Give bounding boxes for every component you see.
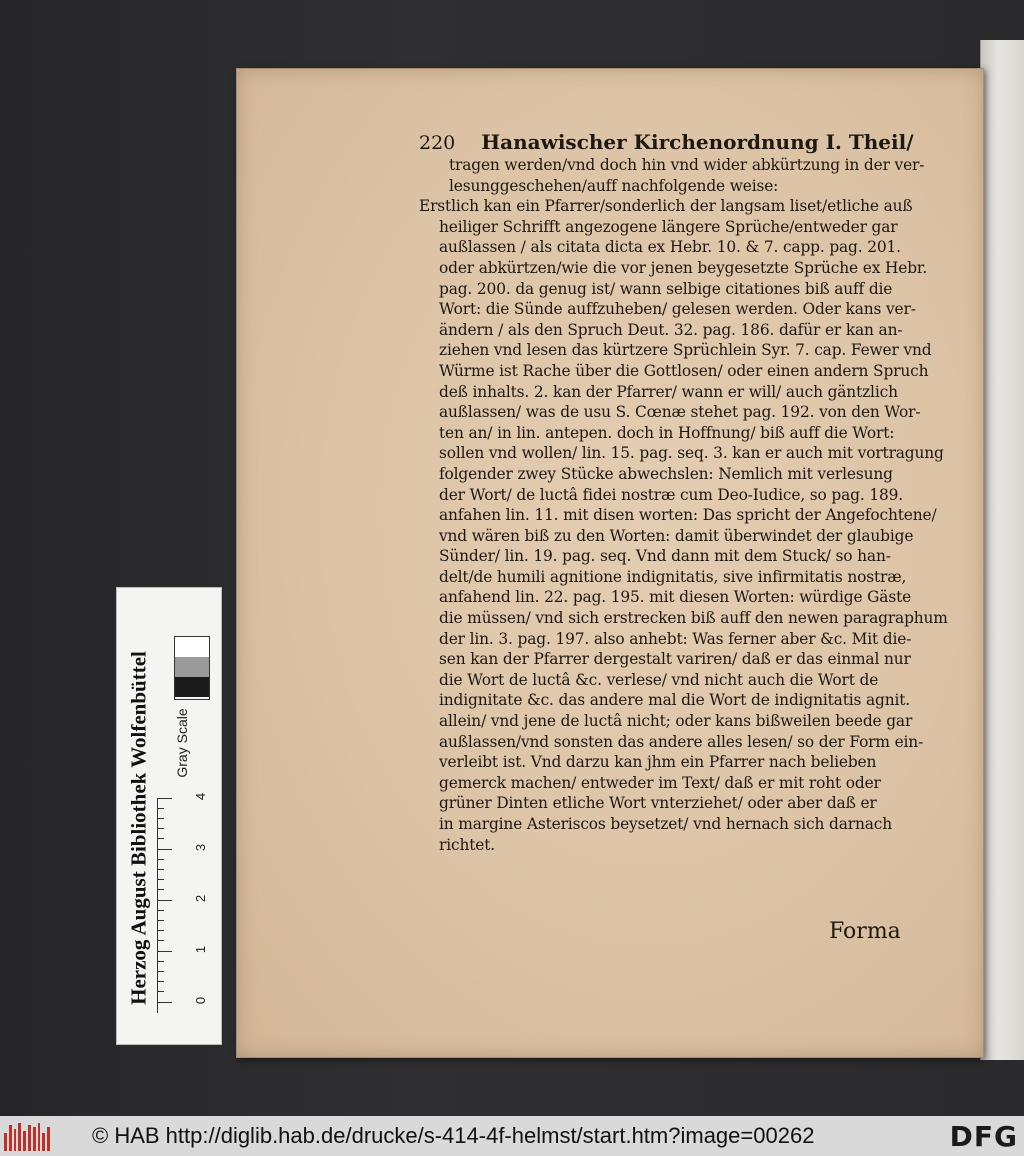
- text-line: delt/de humili agnitione indignitatis, sive infirmitatis nostræ,: [439, 567, 907, 586]
- text-line: anfahen lin. 11. mit disen worten: Das spricht der Angefochtene/: [439, 506, 937, 525]
- ruler-tick: [158, 818, 164, 819]
- text-line: tragen werden/vnd doch hin vnd wider abkürtzung in der ver-: [449, 156, 925, 174]
- text-line: ten an/ in lin. antepen. doch in Hoffnung/ biß auff die Wort:: [439, 423, 895, 442]
- text-line: indignitate &c. das andere mal die Wort de indignitatis agnit.: [439, 691, 911, 710]
- facing-page-edge: [980, 40, 1024, 1060]
- running-title: Hanawischer Kirchenordnung I. Theil/: [481, 130, 914, 154]
- viewer-footer: [0, 1116, 1024, 1156]
- ruler-number: 2: [193, 894, 209, 903]
- page-body: [419, 155, 948, 855]
- institution-label: Herzog August Bibliothek Wolfenbüttel: [126, 651, 151, 1005]
- text-line: gemerck machen/ entweder im Text/ daß er mit roht oder: [439, 773, 881, 792]
- ruler-tick: [158, 910, 164, 911]
- page-number: 220: [419, 132, 456, 154]
- ruler-tick: [158, 961, 164, 962]
- text-line: lesunggeschehen/auff nachfolgende weise:: [449, 176, 779, 195]
- text-line: die Wort de luctâ &c. verlese/ vnd nicht auch die Wort de: [439, 670, 879, 689]
- text-line: deß inhalts. 2. kan der Pfarrer/ wann er will/ auch gäntzlich: [439, 382, 898, 401]
- institution-label-wrap: [121, 618, 157, 1038]
- ruler-tick: [158, 920, 164, 921]
- ruler-tick: [158, 951, 172, 952]
- text-line: Erstlich kan ein Pfarrer/sonderlich der langsam liset/etliche auß: [419, 197, 913, 216]
- text-line: Wort: die Sünde auffzuheben/ gelesen werden. Oder kans ver-: [439, 300, 916, 319]
- text-line: sen kan der Pfarrer dergestalt variren/ daß er das einmal nur: [439, 650, 911, 669]
- book-page: [236, 68, 984, 1058]
- text-line: der lin. 3. pag. 197. also anhebt: Was ferner aber &c. Mit die-: [439, 629, 912, 648]
- dfg-logo: DFG: [949, 1120, 1018, 1153]
- gray-scale-label: Gray Scale: [174, 708, 190, 778]
- ruler-tick: [158, 900, 172, 901]
- text-line: allein/ vnd jene de luctâ nicht; oder kans bißweilen beede gar: [439, 712, 913, 731]
- ruler-tick: [158, 869, 164, 870]
- ruler-number: 4: [193, 792, 209, 801]
- text-line: anfahend lin. 22. pag. 195. mit diesen Worten: würdige Gäste: [439, 588, 912, 607]
- text-line: vnd wären biß zu den Worten: damit überwindet der glaubige: [439, 526, 914, 545]
- text-line: oder abkürtzen/wie die vor jenen beygesetzte Sprüche ex Hebr.: [439, 258, 928, 277]
- ruler-tick: [158, 828, 164, 829]
- swatch-white: [175, 637, 209, 657]
- text-line: ändern / als den Spruch Deut. 32. pag. 186. dafür er kan an-: [439, 320, 903, 339]
- running-header: [419, 131, 929, 154]
- color-calibration-card: [116, 587, 222, 1045]
- copyright-url[interactable]: © HAB http://diglib.hab.de/drucke/s-414-4f-helmst/start.htm?image=00262: [92, 1123, 815, 1148]
- hab-logo-icon: [4, 1121, 50, 1151]
- text-line: in margine Asteriscos beysetzet/ vnd hernach sich darnach: [439, 815, 892, 833]
- catchword: Forma: [829, 919, 901, 944]
- text-line: außlassen/ was de usu S. Cœnæ stehet pag. 192. von den Wor-: [439, 403, 921, 422]
- text-line: Würme ist Rache über die Gottlosen/ oder einen andern Spruch: [439, 361, 929, 380]
- text-line: außlassen/vnd sonsten das andere alles lesen/ so der Form ein-: [439, 732, 924, 751]
- ruler-number: 1: [193, 945, 209, 954]
- text-line: ziehen vnd lesen das kürtzere Sprüchlein Syr. 7. cap. Fewer vnd: [439, 341, 932, 360]
- text-line: pag. 200. da genug ist/ wann selbige citationes biß auff die: [439, 279, 893, 298]
- ruler-numbers: [193, 788, 217, 1018]
- text-line: heiliger Schrifft angezogene längere Sprüche/entweder gar: [439, 217, 898, 236]
- ruler-tick: [158, 991, 164, 992]
- gray-scale-label-wrap: [171, 688, 193, 798]
- text-line: sollen vnd wollen/ lin. 15. pag. seq. 3. kan er auch mit vortragung: [439, 444, 944, 463]
- ruler-tick: [158, 798, 172, 799]
- ruler-tick: [158, 859, 164, 860]
- ruler-tick: [158, 889, 164, 890]
- ruler-tick: [158, 971, 164, 972]
- ruler: [157, 798, 180, 1013]
- text-line: richtet.: [439, 835, 495, 854]
- ruler-tick: [158, 940, 164, 941]
- ruler-tick: [158, 981, 164, 982]
- text-line: Sünder/ lin. 19. pag. seq. Vnd dann mit dem Stuck/ so han-: [439, 547, 891, 566]
- ruler-tick: [158, 849, 172, 850]
- text-line: folgender zwey Stücke abwechslen: Nemlich mit verlesung: [439, 464, 893, 483]
- ruler-number: 0: [193, 996, 209, 1005]
- ruler-tick: [158, 879, 164, 880]
- text-line: der Wort/ de luctâ fidei nostræ cum Deo-Iudice, so pag. 189.: [439, 485, 903, 504]
- ruler-tick: [158, 838, 164, 839]
- page-text-block: [419, 130, 948, 855]
- text-line: verleibt ist. Vnd darzu kan jhm ein Pfarrer nach belieben: [439, 753, 877, 772]
- ruler-tick: [158, 930, 164, 931]
- text-line: außlassen / als citata dicta ex Hebr. 10. & 7. capp. pag. 201.: [439, 238, 901, 257]
- ruler-tick: [158, 808, 164, 809]
- ruler-number: 3: [193, 843, 209, 852]
- swatch-gray: [175, 657, 209, 677]
- text-line: grüner Dinten etliche Wort vnterziehet/ oder aber daß er: [439, 794, 877, 813]
- text-line: die müssen/ vnd sich erstrecken biß auff den newen paragraphum: [439, 609, 948, 628]
- ruler-tick: [158, 1002, 172, 1003]
